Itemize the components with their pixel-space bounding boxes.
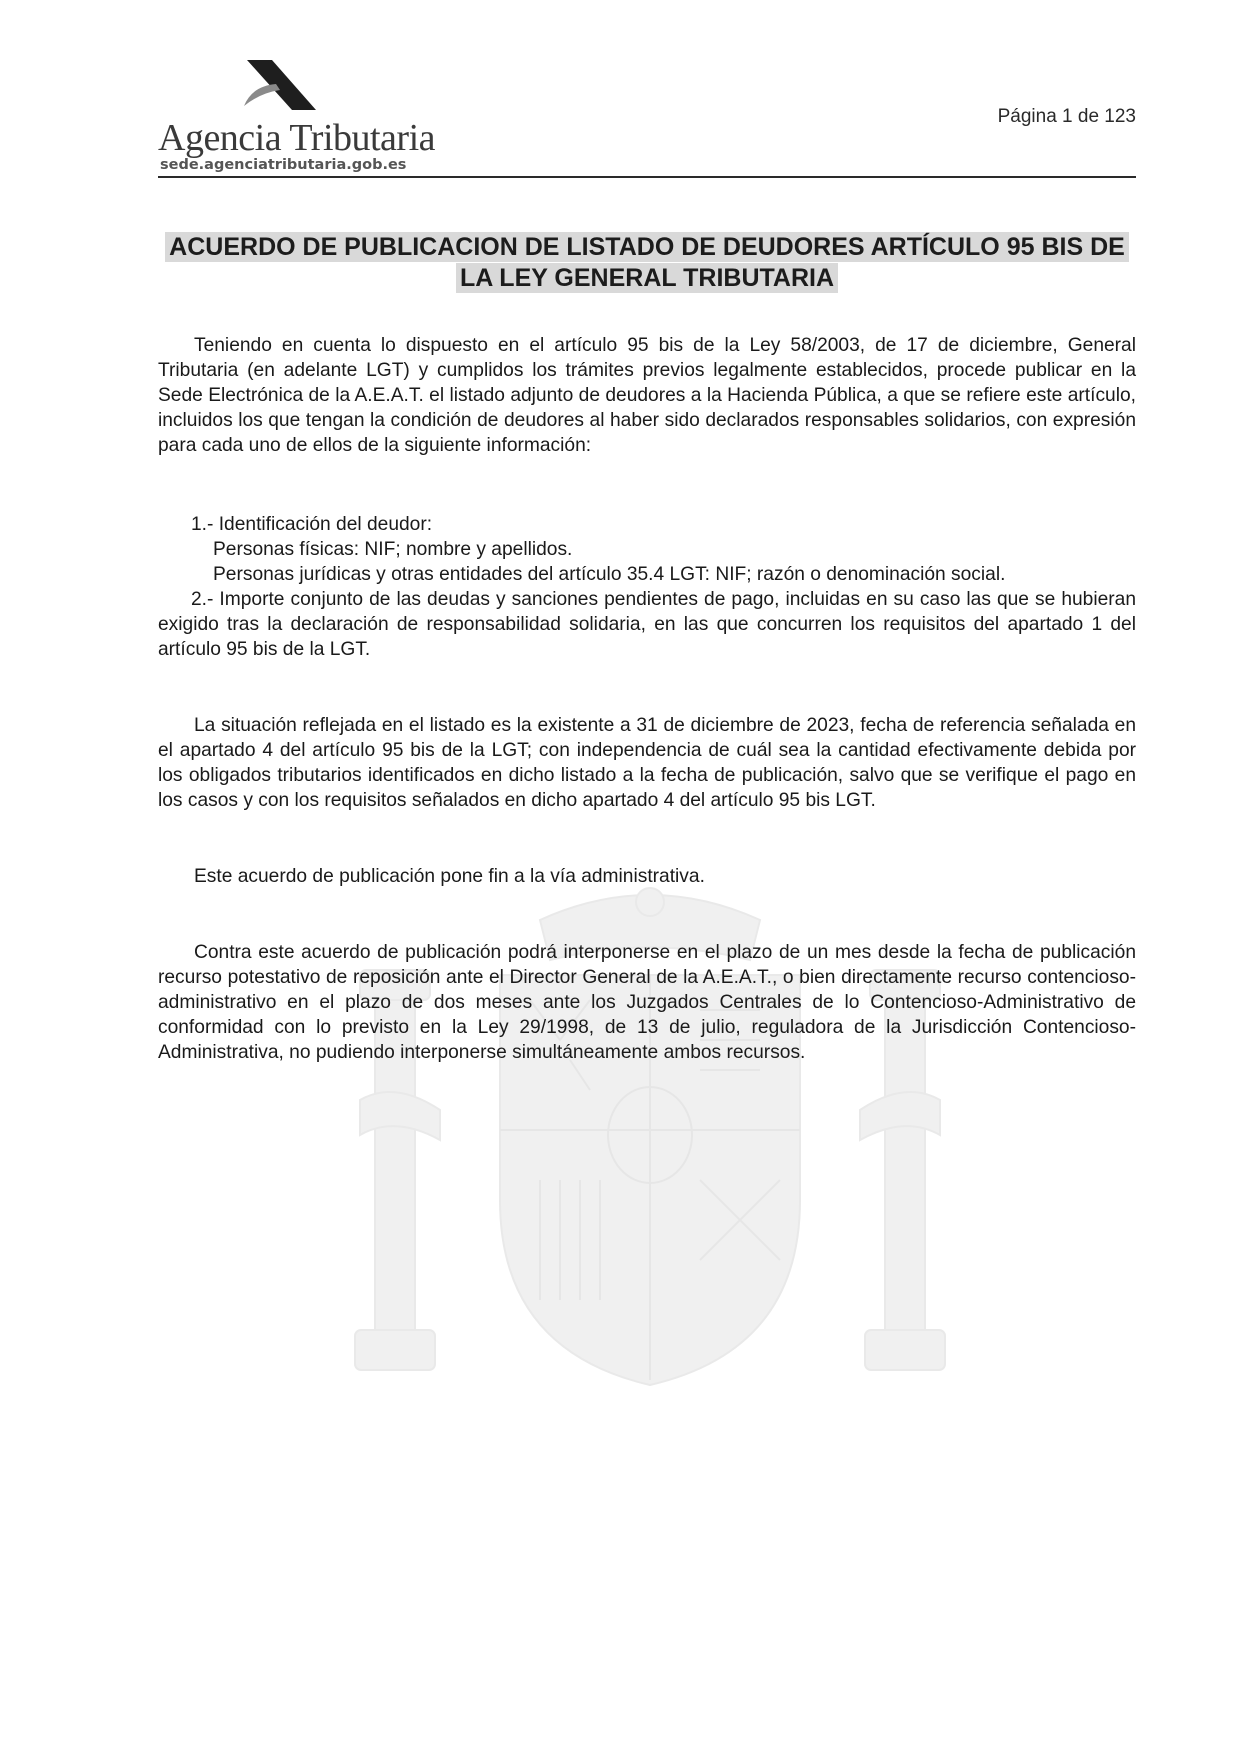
list-item-2: 2.- Importe conjunto de las deudas y sanciones pendientes de pago, incluidas en su caso las que se hubieran exigido tras la declaración de responsabilidad solidaria, en las que concurren los requisitos del apartado 1 del artículo 95 bis de la LGT.: [158, 589, 1136, 660]
appeal-paragraph: Contra este acuerdo de publicación podrá interponerse en el plazo de un mes desde la fecha de publicación recurso potestativo de reposición ante el Director General de la A.E.A.T., o bien directamente recurso contencioso-administrativo en el plazo de dos meses ante los Juzgados Centrales de lo Contencioso-Administrativo de conformidad con lo previsto en la Ley 29/1998, de 13 de julio, reguladora de la Jurisdicción Contencioso-Administrativa, no pudiendo interponerse simultáneamente ambos recursos.: [158, 942, 1136, 1063]
final-paragraph: Este acuerdo de publicación pone fin a la vía administrativa.: [194, 866, 705, 887]
document-header: [158, 60, 1136, 178]
agency-logo[interactable]: [158, 60, 436, 178]
logo-name: Agencia Tributaria: [158, 117, 436, 159]
document-title: [158, 232, 1136, 294]
agencia-tributaria-logo-mark: [242, 60, 317, 112]
document-body: [158, 333, 1136, 1065]
intro-paragraph: Teniendo en cuenta lo dispuesto en el artículo 95 bis de la Ley 58/2003, de 17 de diciembre, General Tributaria (en adelante LGT) y cumplidos los trámites previos legalmente establecidos, procede publicar en la Sede Electrónica de la A.E.A.T. el listado adjunto de deudores a la Hacienda Pública, a que se refiere este artículo, incluidos los que tengan la condición de deudores al haber sido declarados responsables solidarios, con expresión para cada uno de ellos de la siguiente información:: [158, 335, 1136, 456]
list-item-1-legal-entities: Personas jurídicas y otras entidades del artículo 35.4 LGT: NIF; razón o denominación social.: [213, 564, 1006, 585]
title-line-2: LA LEY GENERAL TRIBUTARIA: [456, 263, 838, 293]
header-divider: [158, 176, 1136, 178]
page-number: Página 1 de 123: [997, 106, 1136, 127]
title-line-1: ACUERDO DE PUBLICACION DE LISTADO DE DEUDORES ARTÍCULO 95 BIS DE: [165, 232, 1129, 262]
logo-url: sede.agenciatributaria.gob.es: [160, 157, 407, 173]
list-item-1: 1.- Identificación del deudor:: [191, 514, 433, 535]
list-item-1-natural-persons: Personas físicas: NIF; nombre y apellidos.: [213, 539, 573, 560]
situation-paragraph: La situación reflejada en el listado es la existente a 31 de diciembre de 2023, fecha de referencia señalada en el apartado 4 del artículo 95 bis de la LGT; con independencia de cuál sea la cantidad efectivamente debida por los obligados tributarios identificados en dicho listado a la fecha de publicación, salvo que se verifique el pago en los casos y con los requisitos señalados en dicho apartado 4 del artículo 95 bis LGT.: [158, 715, 1136, 811]
